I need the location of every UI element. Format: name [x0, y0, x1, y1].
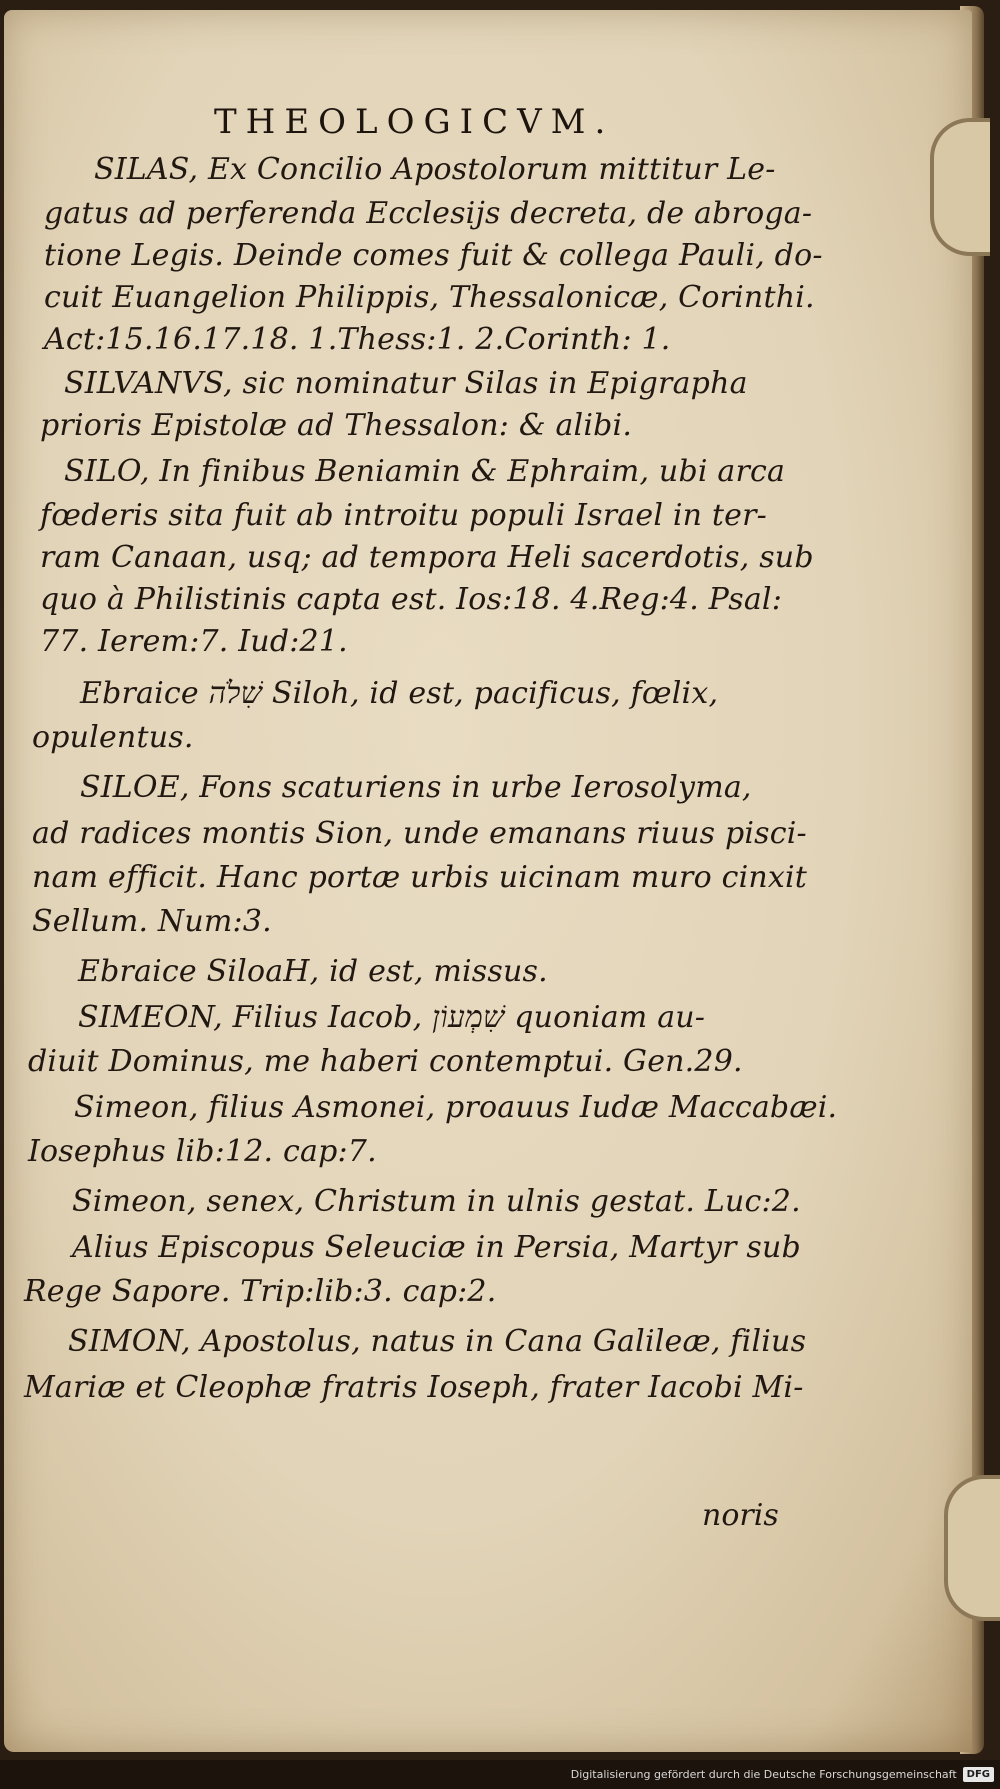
text-line: SIMEON, Filius Iacob, שִׁמְעוֹן quoniam au-	[78, 1000, 706, 1035]
text-line: SILOE, Fons scaturiens in urbe Ierosolyma,	[80, 770, 752, 805]
text-line: Sellum. Num:3.	[32, 904, 272, 939]
text-line: Act:15.16.17.18. 1.Thess:1. 2.Corinth: 1.	[44, 322, 671, 357]
text-line: tione Legis. Deinde comes fuit & collega Pauli, do-	[44, 238, 823, 273]
text-line: quo à Philistinis capta est. Ios:18. 4.Reg:4. Psal:	[40, 582, 783, 617]
text-line: nam efficit. Hanc portæ urbis uicinam muro cinxit	[32, 860, 808, 895]
text-line: gatus ad perferenda Ecclesijs decreta, de abroga-	[44, 196, 813, 231]
text-line: prioris Epistolæ ad Thessalon: & alibi.	[40, 408, 633, 443]
text-line: Ebraice SiloaH, id est, missus.	[78, 954, 548, 989]
credit-text: Digitalisierung gefördert durch die Deutsche Forschungsgemeinschaft	[570, 1767, 957, 1781]
text-line: SILVANVS, sic nominatur Silas in Epigrapha	[64, 366, 748, 401]
text-line: Simeon, filius Asmonei, proauus Iudæ Maccabæi.	[74, 1090, 838, 1125]
bookmark-tab	[930, 118, 990, 256]
text-line: opulentus.	[32, 720, 194, 755]
text-line: SILO, In finibus Beniamin & Ephraim, ubi arca	[64, 454, 786, 489]
text-line: Iosephus lib:12. cap:7.	[28, 1134, 377, 1169]
text-line: SIMON, Apostolus, natus in Cana Galileæ, filius	[68, 1324, 807, 1359]
text-line: ram Canaan, usq; ad tempora Heli sacerdotis, sub	[40, 540, 814, 575]
text-line: fœderis sita fuit ab introitu populi Israel in ter-	[40, 498, 767, 533]
text-line: Alius Episcopus Seleuciæ in Persia, Martyr sub	[72, 1230, 801, 1265]
text-line: ad radices montis Sion, unde emanans riuus pisci-	[32, 816, 807, 851]
text-line: Rege Sapore. Trip:lib:3. cap:2.	[24, 1274, 497, 1309]
text-line: Mariæ et Cleophæ fratris Ioseph, frater Iacobi Mi-	[24, 1370, 804, 1405]
dfg-logo: DFG	[963, 1767, 994, 1782]
running-head: THEOLOGICVM.	[214, 102, 615, 142]
bookmark-tab	[944, 1475, 1000, 1621]
catchword: noris	[702, 1498, 779, 1533]
text-line: Ebraice שִׁלֹה Siloh, id est, pacificus, fœlix,	[80, 676, 719, 711]
text-line: SILAS, Ex Concilio Apostolorum mittitur Le-	[94, 152, 776, 187]
text-line: diuit Dominus, me haberi contemptui. Gen.29.	[28, 1044, 743, 1079]
text-line: 77. Ierem:7. Iud:21.	[40, 624, 348, 659]
text-line: Simeon, senex, Christum in ulnis gestat. Luc:2.	[72, 1184, 801, 1219]
digitization-credit	[571, 1763, 994, 1785]
book-page	[4, 10, 972, 1752]
text-line: cuit Euangelion Philippis, Thessalonicæ, Corinthi.	[44, 280, 815, 315]
